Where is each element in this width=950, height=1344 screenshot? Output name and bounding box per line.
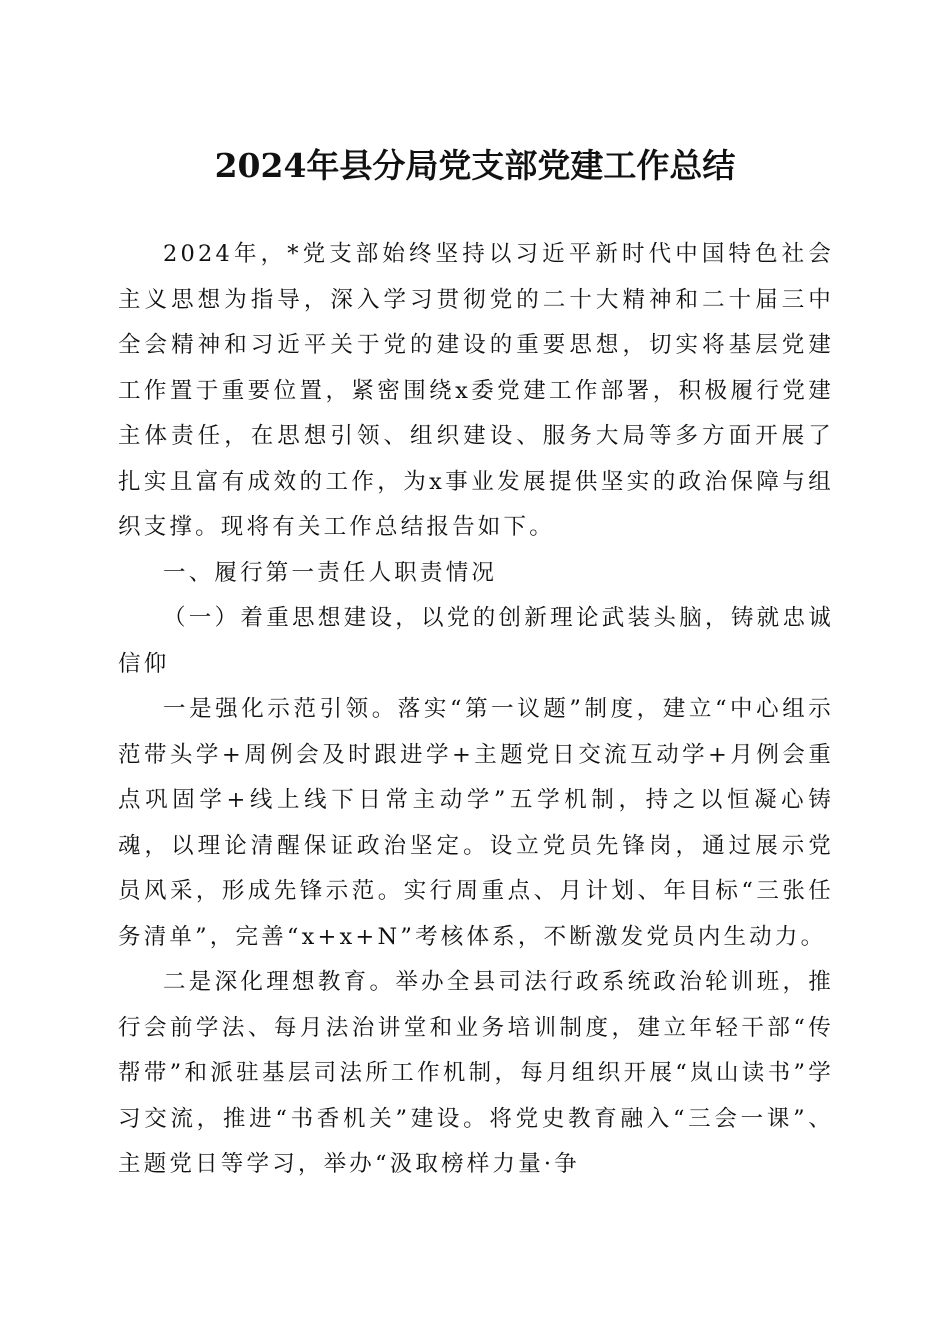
item-text-2: 举办全县司法行政系统政治轮训班，推行会前学法、每月法治讲堂和业务培训制度，建立年轻干部“传帮带”和派驻基层司法所工作机制，每月组织开展“岚山读书”学习交流，推进“书香机关”建设。将党史教育融入“三会一课”、主题党日等学习，举办“汲取榜样力量·争 — [118, 969, 834, 1177]
document-body — [118, 232, 834, 1188]
item-lead-1: 一是强化示范引领。 — [163, 696, 398, 722]
section-heading: 一、履行第一责任人职责情况 — [163, 559, 498, 586]
item-text-1: 落实“第一议题”制度，建立“中心组示范带头学+周例会及时跟进学+主题党日交流互动学+月例会重点巩固学+线上线下日常主动学”五学机制，持之以恒凝心铸魂，以理论清醒保证政治坚定。设立党员先锋岗，通过展示党员风采，形成先锋示范。实行周重点、月计划、年目标“三张任务清单”，完善“x+x+N”考核体系，不断激发党员内生动力。 — [118, 696, 834, 950]
item-lead-2: 二是深化理想教育。 — [163, 969, 396, 995]
subsection-heading: （一）着重思想建设，以党的创新理论武装头脑，铸就忠诚信仰 — [118, 605, 834, 677]
item-paragraph-1 — [118, 687, 834, 960]
intro-paragraph: 2024年，*党支部始终坚持以习近平新时代中国特色社会主义思想为指导，深入学习贯彻党的二十大精神和二十届三中全会精神和习近平关于党的建设的重要思想，切实将基层党建工作置于重要位置，紧密围绕x委党建工作部署，积极履行党建主体责任，在思想引领、组织建设、服务大局等多方面开展了扎实且富有成效的工作，为x事业发展提供坚实的政治保障与组织支撑。现将有关工作总结报告如下。 — [118, 241, 834, 540]
document-title: 2024年县分局党支部党建工作总结 — [214, 146, 736, 185]
item-paragraph-2 — [118, 960, 834, 1188]
